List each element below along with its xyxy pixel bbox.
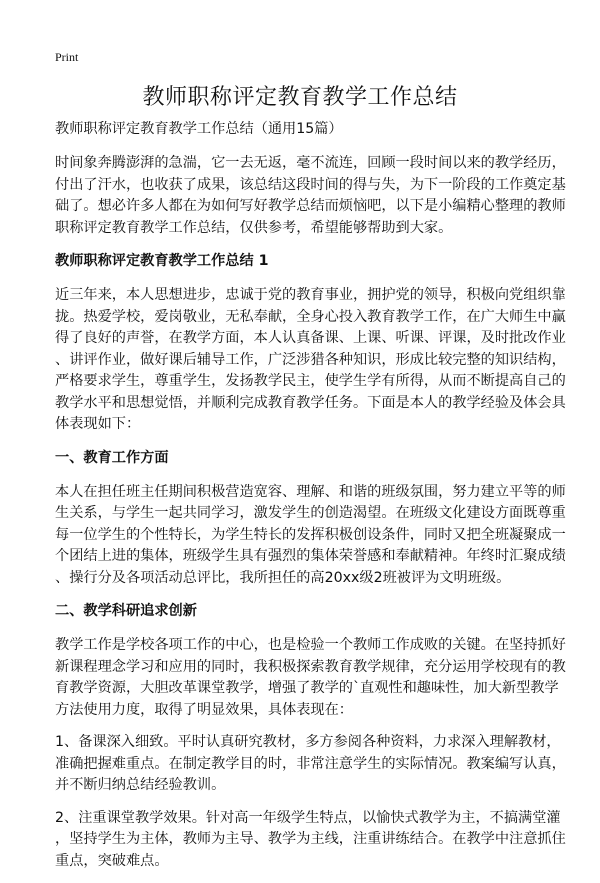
paragraph-line: 2、注重课堂教学效果。针对高一年级学生特点，以愉快式教学为主，不搞满堂灌 [55, 809, 561, 826]
paragraph-line: 教学水平和思想觉悟，并顺利完成教育教学任务。下面是本人的教学经验及体会具 [55, 394, 566, 411]
paragraph-line: 育教学资源，大胆改革课堂教学，增强了教学的`直观性和趣味性，加大新型教学 [55, 680, 559, 696]
paragraph-line: 严格要求学生，尊重学生，发扬教学民主，使学生学有所得，从而不断提高自己的 [55, 373, 566, 389]
paragraph-line: 职称评定教育教学工作总结，仅供参考，希望能够帮助到大家。 [55, 219, 453, 236]
paragraph-line: 得了良好的声誉，在教学方面，本人认真备课、上课、听课、评课，及时批改作业 [55, 330, 566, 346]
paragraph-line: 准确把握难重点。在制定教学目的时，非常注意学生的实际情况。教案编写认真， [55, 755, 566, 772]
paragraph-line: 个团结上进的集体，班级学生具有强烈的集体荣誉感和奉献精神。年终时汇聚成绩 [55, 548, 566, 564]
paragraph-line: 础了。想必许多人都在为如何写好教学总结而烦恼吧，以下是小编精心整理的教师 [55, 198, 566, 214]
paragraph-line: 并不断归纳总结经验教训。 [55, 777, 226, 793]
paragraph-line: ，坚持学生为主体，教师为主导、教学为主线，注重讲练结合。在教学中注意抓住 [55, 831, 566, 847]
paragraph-line: 时间象奔腾澎湃的急湍，它一去无返，毫不流连，回顾一段时间以来的教学经历， [55, 155, 566, 171]
paragraph-line: 方法使用力度，取得了明显效果，具体表现在： [55, 701, 353, 718]
paragraph-line: 、讲评作业，做好课后辅导工作，广泛涉猎各种知识，形成比较完整的知识结构， [55, 351, 566, 368]
paragraph-line: 每一位学生的个性特长，为学生特长的发挥积极创设条件，同时又把全班凝聚成一 [55, 526, 566, 543]
section-heading: 一、教育工作方面 [55, 449, 169, 466]
section-heading: 教师职称评定教育教学工作总结 1 [55, 253, 269, 269]
page-title: 教师职称评定教育教学工作总结 [142, 85, 458, 110]
document-body [55, 118, 566, 883]
paragraph-line: 本人在担任班主任期间积极营造宽容、理解、和谐的班级氛围，努力建立平等的师 [55, 483, 566, 500]
paragraph-line: 教学工作是学校各项工作的中心，也是检验一个教师工作成败的关键。在坚持抓好 [55, 637, 566, 653]
print-link[interactable]: Print [55, 50, 79, 64]
paragraph-line: 近三年来，本人思想进步，忠诚于党的教育事业，拥护党的领导，积极向党组织靠 [55, 287, 566, 303]
paragraph-line: 生关系，与学生一起共同学习，激发学生的创造渴望。在班级文化建设方面既尊重 [55, 505, 566, 521]
section-heading: 二、教学科研追求创新 [55, 603, 197, 619]
paragraph-line: 付出了汗水，也收获了成果，该总结这段时间的得与失，为下一阶段的工作奠定基 [55, 176, 566, 193]
paragraph-line: 拢。热爱学校，爱岗敬业，无私奉献，全身心投入教育教学工作，在广大师生中赢 [55, 308, 566, 325]
paragraph [55, 153, 566, 239]
paragraph [55, 732, 566, 797]
paragraph-line: 新课程理念学习和应用的同时，我积极探索教育教学规律，充分运用学校现有的教 [55, 658, 566, 675]
paragraph-line: 1、备课深入细致。平时认真研究教材，多方参阅各种资料，力求深入理解教材， [55, 734, 561, 750]
paragraph [55, 482, 566, 590]
paragraph [55, 808, 566, 873]
document-subtitle: 教师职称评定教育教学工作总结（通用15篇） [55, 121, 343, 137]
paragraph-line: 、操行分及各项活动总评比，我所担任的高20xx级2班被评为文明班级。 [55, 569, 511, 586]
paragraph-line: 体表现如下： [55, 416, 141, 432]
paragraph [55, 285, 566, 436]
paragraph [55, 635, 566, 721]
paragraph-line: 重点，突破难点。 [55, 852, 169, 869]
